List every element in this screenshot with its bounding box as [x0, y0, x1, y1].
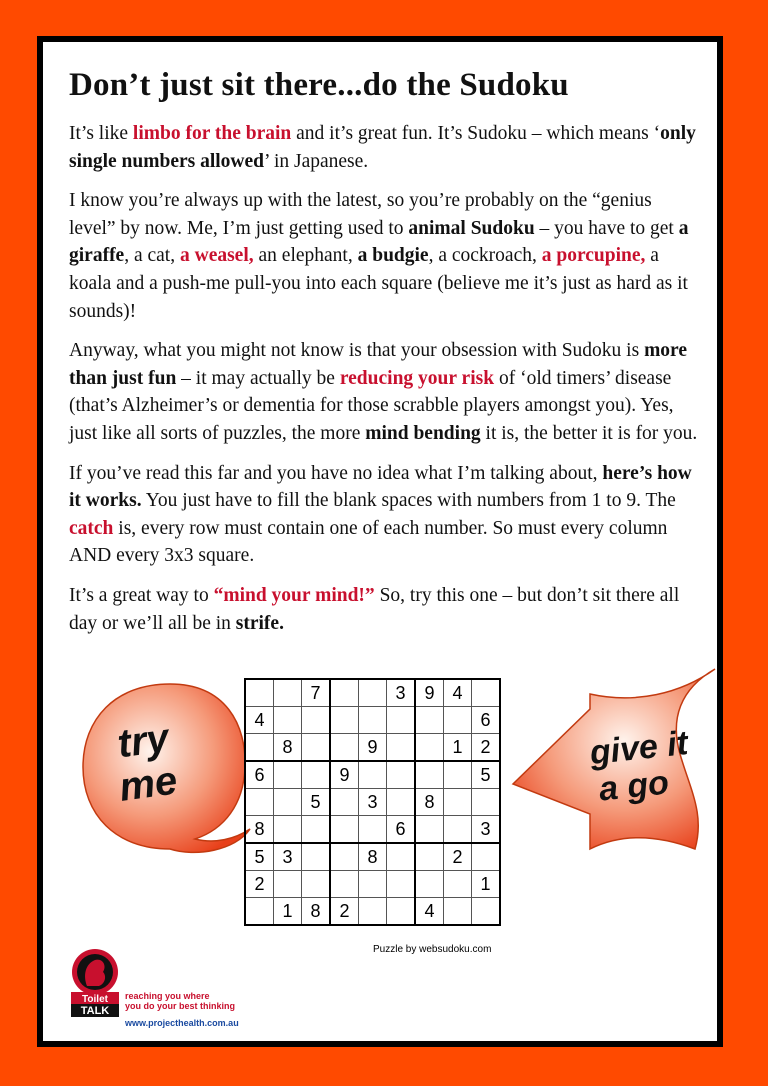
try-me-bubble	[75, 679, 255, 854]
sudoku-empty-cell[interactable]	[472, 789, 501, 816]
page-title: Don’t just sit there...do the Sudoku	[69, 67, 569, 103]
sudoku-empty-cell[interactable]	[444, 898, 472, 926]
sudoku-given-cell: 5	[472, 761, 501, 789]
sudoku-empty-cell[interactable]	[245, 789, 274, 816]
sudoku-given-cell: 8	[415, 789, 444, 816]
sudoku-empty-cell[interactable]	[274, 871, 302, 898]
sudoku-empty-cell[interactable]	[387, 761, 416, 789]
sudoku-empty-cell[interactable]	[330, 871, 359, 898]
sudoku-empty-cell[interactable]	[330, 816, 359, 844]
sudoku-empty-cell[interactable]	[330, 843, 359, 871]
sudoku-empty-cell[interactable]	[274, 789, 302, 816]
sudoku-given-cell: 2	[472, 734, 501, 762]
sudoku-given-cell: 4	[245, 707, 274, 734]
sudoku-empty-cell[interactable]	[444, 871, 472, 898]
sudoku-given-cell: 8	[245, 816, 274, 844]
sudoku-given-cell: 1	[444, 734, 472, 762]
sudoku-empty-cell[interactable]	[444, 789, 472, 816]
sudoku-empty-cell[interactable]	[359, 707, 387, 734]
sudoku-given-cell: 2	[444, 843, 472, 871]
sudoku-given-cell: 1	[274, 898, 302, 926]
sudoku-empty-cell[interactable]	[415, 734, 444, 762]
website-link[interactable]: www.projecthealth.com.au	[125, 1018, 239, 1028]
sudoku-given-cell: 6	[472, 707, 501, 734]
paragraph-animal-sudoku: I know you’re always up with the latest, so you’re probably on the “genius level” by now. Me, I’m just getting used to animal Sudoku – you have to get a giraffe, a cat, a weasel, an elephant, a budgie, a cockroach, a porcupine, a koala and a push-me pull-you into each square (believe me it’s just as hard as it sounds)!	[69, 190, 689, 322]
article-body	[69, 120, 699, 649]
sudoku-empty-cell[interactable]	[387, 898, 416, 926]
sudoku-empty-cell[interactable]	[472, 679, 501, 707]
logo-text-bottom: TALK	[80, 1005, 110, 1017]
sudoku-empty-cell[interactable]	[415, 843, 444, 871]
sudoku-given-cell: 7	[302, 679, 331, 707]
sudoku-empty-cell[interactable]	[359, 871, 387, 898]
sudoku-grid[interactable]	[244, 678, 501, 926]
sudoku-given-cell: 5	[302, 789, 331, 816]
sudoku-given-cell: 3	[359, 789, 387, 816]
sudoku-empty-cell[interactable]	[330, 707, 359, 734]
sudoku-empty-cell[interactable]	[330, 789, 359, 816]
bubble-left-line2: me	[116, 758, 180, 810]
sudoku-empty-cell[interactable]	[302, 816, 331, 844]
sudoku-empty-cell[interactable]	[472, 898, 501, 926]
sudoku-given-cell: 9	[415, 679, 444, 707]
sudoku-empty-cell[interactable]	[444, 816, 472, 844]
tagline: reaching you where you do your best thinking	[125, 991, 235, 1011]
bubble-right-line2: a go	[597, 763, 671, 809]
sudoku-given-cell: 1	[472, 871, 501, 898]
sudoku-row	[245, 898, 500, 926]
sudoku-empty-cell[interactable]	[302, 707, 331, 734]
sudoku-empty-cell[interactable]	[330, 679, 359, 707]
sudoku-empty-cell[interactable]	[359, 816, 387, 844]
sudoku-empty-cell[interactable]	[302, 734, 331, 762]
puzzle-credit: Puzzle by websudoku.com	[373, 944, 492, 955]
sudoku-given-cell: 6	[245, 761, 274, 789]
logo-text-top: Toilet	[82, 994, 108, 1005]
sudoku-empty-cell[interactable]	[387, 707, 416, 734]
sudoku-given-cell: 9	[330, 761, 359, 789]
sudoku-given-cell: 4	[415, 898, 444, 926]
sudoku-given-cell: 2	[245, 871, 274, 898]
sudoku-row	[245, 871, 500, 898]
sudoku-empty-cell[interactable]	[245, 679, 274, 707]
bubble-right-line1: give it	[588, 724, 690, 773]
toilet-talk-logo	[69, 948, 121, 1018]
poster-sheet	[37, 36, 723, 1047]
sudoku-empty-cell[interactable]	[245, 898, 274, 926]
paragraph-call-to-action: It’s a great way to “mind your mind!” So, try this one – but don’t sit there all day or we’ll all be in strife.	[69, 584, 680, 634]
sudoku-empty-cell[interactable]	[359, 679, 387, 707]
sudoku-given-cell: 9	[359, 734, 387, 762]
sudoku-empty-cell[interactable]	[274, 707, 302, 734]
sudoku-empty-cell[interactable]	[274, 761, 302, 789]
sudoku-given-cell: 5	[245, 843, 274, 871]
paragraph-health: Anyway, what you might not know is that your obsession with Sudoku is more than just fun – it may actually be reducing your risk of ‘old timers’ disease (that’s Alzheimer’s or dementia for those scrabble players amongst you). Yes, just like all sorts of puzzles, the more mind bending it is, the better it is for you.	[69, 340, 698, 444]
sudoku-given-cell: 6	[387, 816, 416, 844]
sudoku-empty-cell[interactable]	[359, 898, 387, 926]
sudoku-empty-cell[interactable]	[302, 871, 331, 898]
sudoku-row	[245, 843, 500, 871]
sudoku-given-cell: 8	[274, 734, 302, 762]
sudoku-empty-cell[interactable]	[387, 871, 416, 898]
paragraph-intro: It’s like limbo for the brain and it’s great fun. It’s Sudoku – which means ‘only single numbers allowed’ in Japanese.	[69, 123, 696, 172]
sudoku-given-cell: 3	[274, 843, 302, 871]
sudoku-row	[245, 789, 500, 816]
bubble-left-line1: try	[114, 715, 172, 767]
sudoku-empty-cell[interactable]	[330, 734, 359, 762]
sudoku-row	[245, 761, 500, 789]
sudoku-empty-cell[interactable]	[444, 761, 472, 789]
sudoku-empty-cell[interactable]	[387, 789, 416, 816]
sudoku-empty-cell[interactable]	[415, 871, 444, 898]
sudoku-given-cell: 4	[444, 679, 472, 707]
give-it-a-go-bubble	[505, 664, 720, 864]
sudoku-empty-cell[interactable]	[245, 734, 274, 762]
sudoku-empty-cell[interactable]	[415, 761, 444, 789]
sudoku-given-cell: 2	[330, 898, 359, 926]
sudoku-row	[245, 679, 500, 707]
paragraph-how-it-works: If you’ve read this far and you have no idea what I’m talking about, here’s how it works. You just have to fill the blank spaces with numbers from 1 to 9. The catch is, every row must contain one of each number. So must every column AND every 3x3 square.	[69, 462, 692, 567]
sudoku-given-cell: 8	[302, 898, 331, 926]
sudoku-empty-cell[interactable]	[387, 843, 416, 871]
sudoku-empty-cell[interactable]	[302, 761, 331, 789]
sudoku-empty-cell[interactable]	[302, 843, 331, 871]
sudoku-row	[245, 707, 500, 734]
sudoku-empty-cell[interactable]	[415, 816, 444, 844]
sudoku-given-cell: 3	[472, 816, 501, 844]
sudoku-empty-cell[interactable]	[472, 843, 501, 871]
sudoku-given-cell: 3	[387, 679, 416, 707]
sudoku-empty-cell[interactable]	[444, 707, 472, 734]
sudoku-empty-cell[interactable]	[415, 707, 444, 734]
sudoku-empty-cell[interactable]	[359, 761, 387, 789]
sudoku-row	[245, 734, 500, 762]
sudoku-empty-cell[interactable]	[274, 679, 302, 707]
sudoku-given-cell: 8	[359, 843, 387, 871]
sudoku-row	[245, 816, 500, 844]
sudoku-empty-cell[interactable]	[274, 816, 302, 844]
sudoku-empty-cell[interactable]	[387, 734, 416, 762]
